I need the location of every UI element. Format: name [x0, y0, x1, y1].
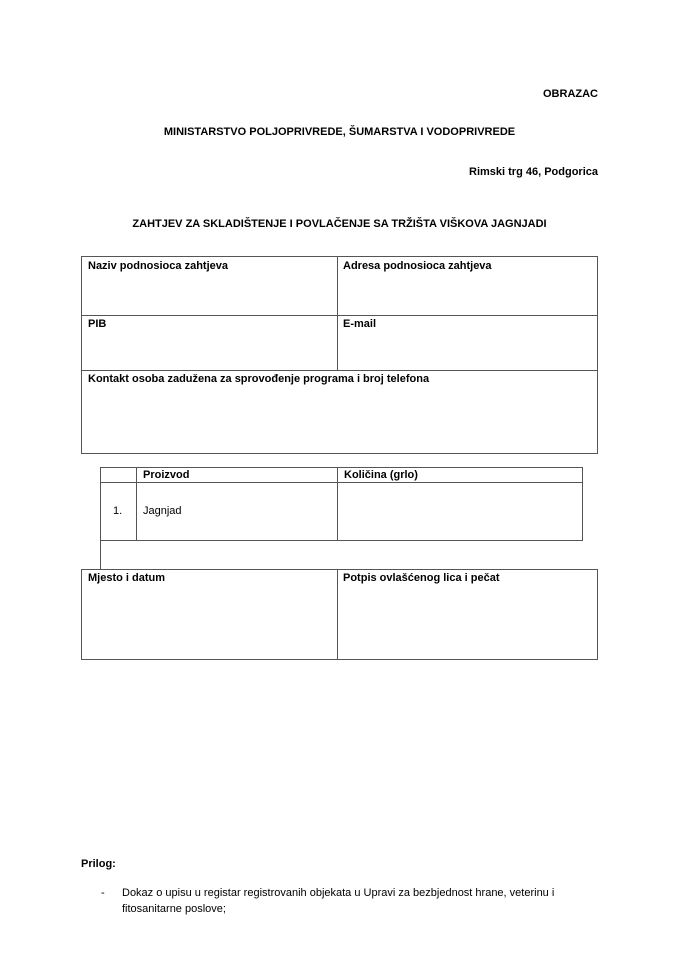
- ministry-address: Rimski trg 46, Podgorica: [469, 166, 598, 178]
- pib-label: PIB: [88, 318, 107, 330]
- attachment-item-line1: Dokaz o upisu u registar registrovanih objekata u Upravi za bezbjednost hrane, veterinu i: [122, 887, 555, 899]
- product-table: [100, 467, 583, 541]
- email-label: E-mail: [343, 318, 377, 330]
- row-number: 1.: [113, 505, 123, 517]
- applicant-table: [81, 256, 598, 454]
- column-divider: [337, 570, 338, 659]
- column-header-product: Proizvod: [143, 469, 190, 481]
- column-divider: [337, 468, 338, 540]
- attachment-item-line2: fitosanitarne poslove;: [122, 903, 226, 915]
- attachments-label: Prilog:: [81, 858, 116, 870]
- row-divider: [82, 315, 597, 316]
- signature-label: Potpis ovlašćenog lica i pečat: [343, 572, 500, 584]
- column-divider: [337, 257, 338, 371]
- applicant-name-label: Naziv podnosioca zahtjeva: [88, 260, 228, 272]
- document-title: ZAHTJEV ZA SKLADIŠTENJE I POVLAČENJE SA TRŽIŠTA VIŠKOVA JAGNJADI: [132, 218, 547, 230]
- contact-person-label: Kontakt osoba zadužena za sprovođenje programa i broj telefona: [88, 373, 430, 385]
- column-divider: [136, 468, 137, 540]
- row-divider: [82, 370, 597, 371]
- place-date-label: Mjesto i datum: [88, 572, 166, 584]
- table-connector-line: [100, 540, 101, 569]
- signature-table: [81, 569, 598, 660]
- column-header-quantity: Količina (grlo): [344, 469, 418, 481]
- ministry-name: MINISTARSTVO POLJOPRIVREDE, ŠUMARSTVA I VODOPRIVREDE: [163, 126, 516, 138]
- attachment-bullet: -: [101, 887, 105, 899]
- header-divider: [101, 482, 582, 483]
- applicant-address-label: Adresa podnosioca zahtjeva: [343, 260, 492, 272]
- form-label: OBRAZAC: [543, 88, 598, 100]
- row-product: Jagnjad: [143, 505, 182, 517]
